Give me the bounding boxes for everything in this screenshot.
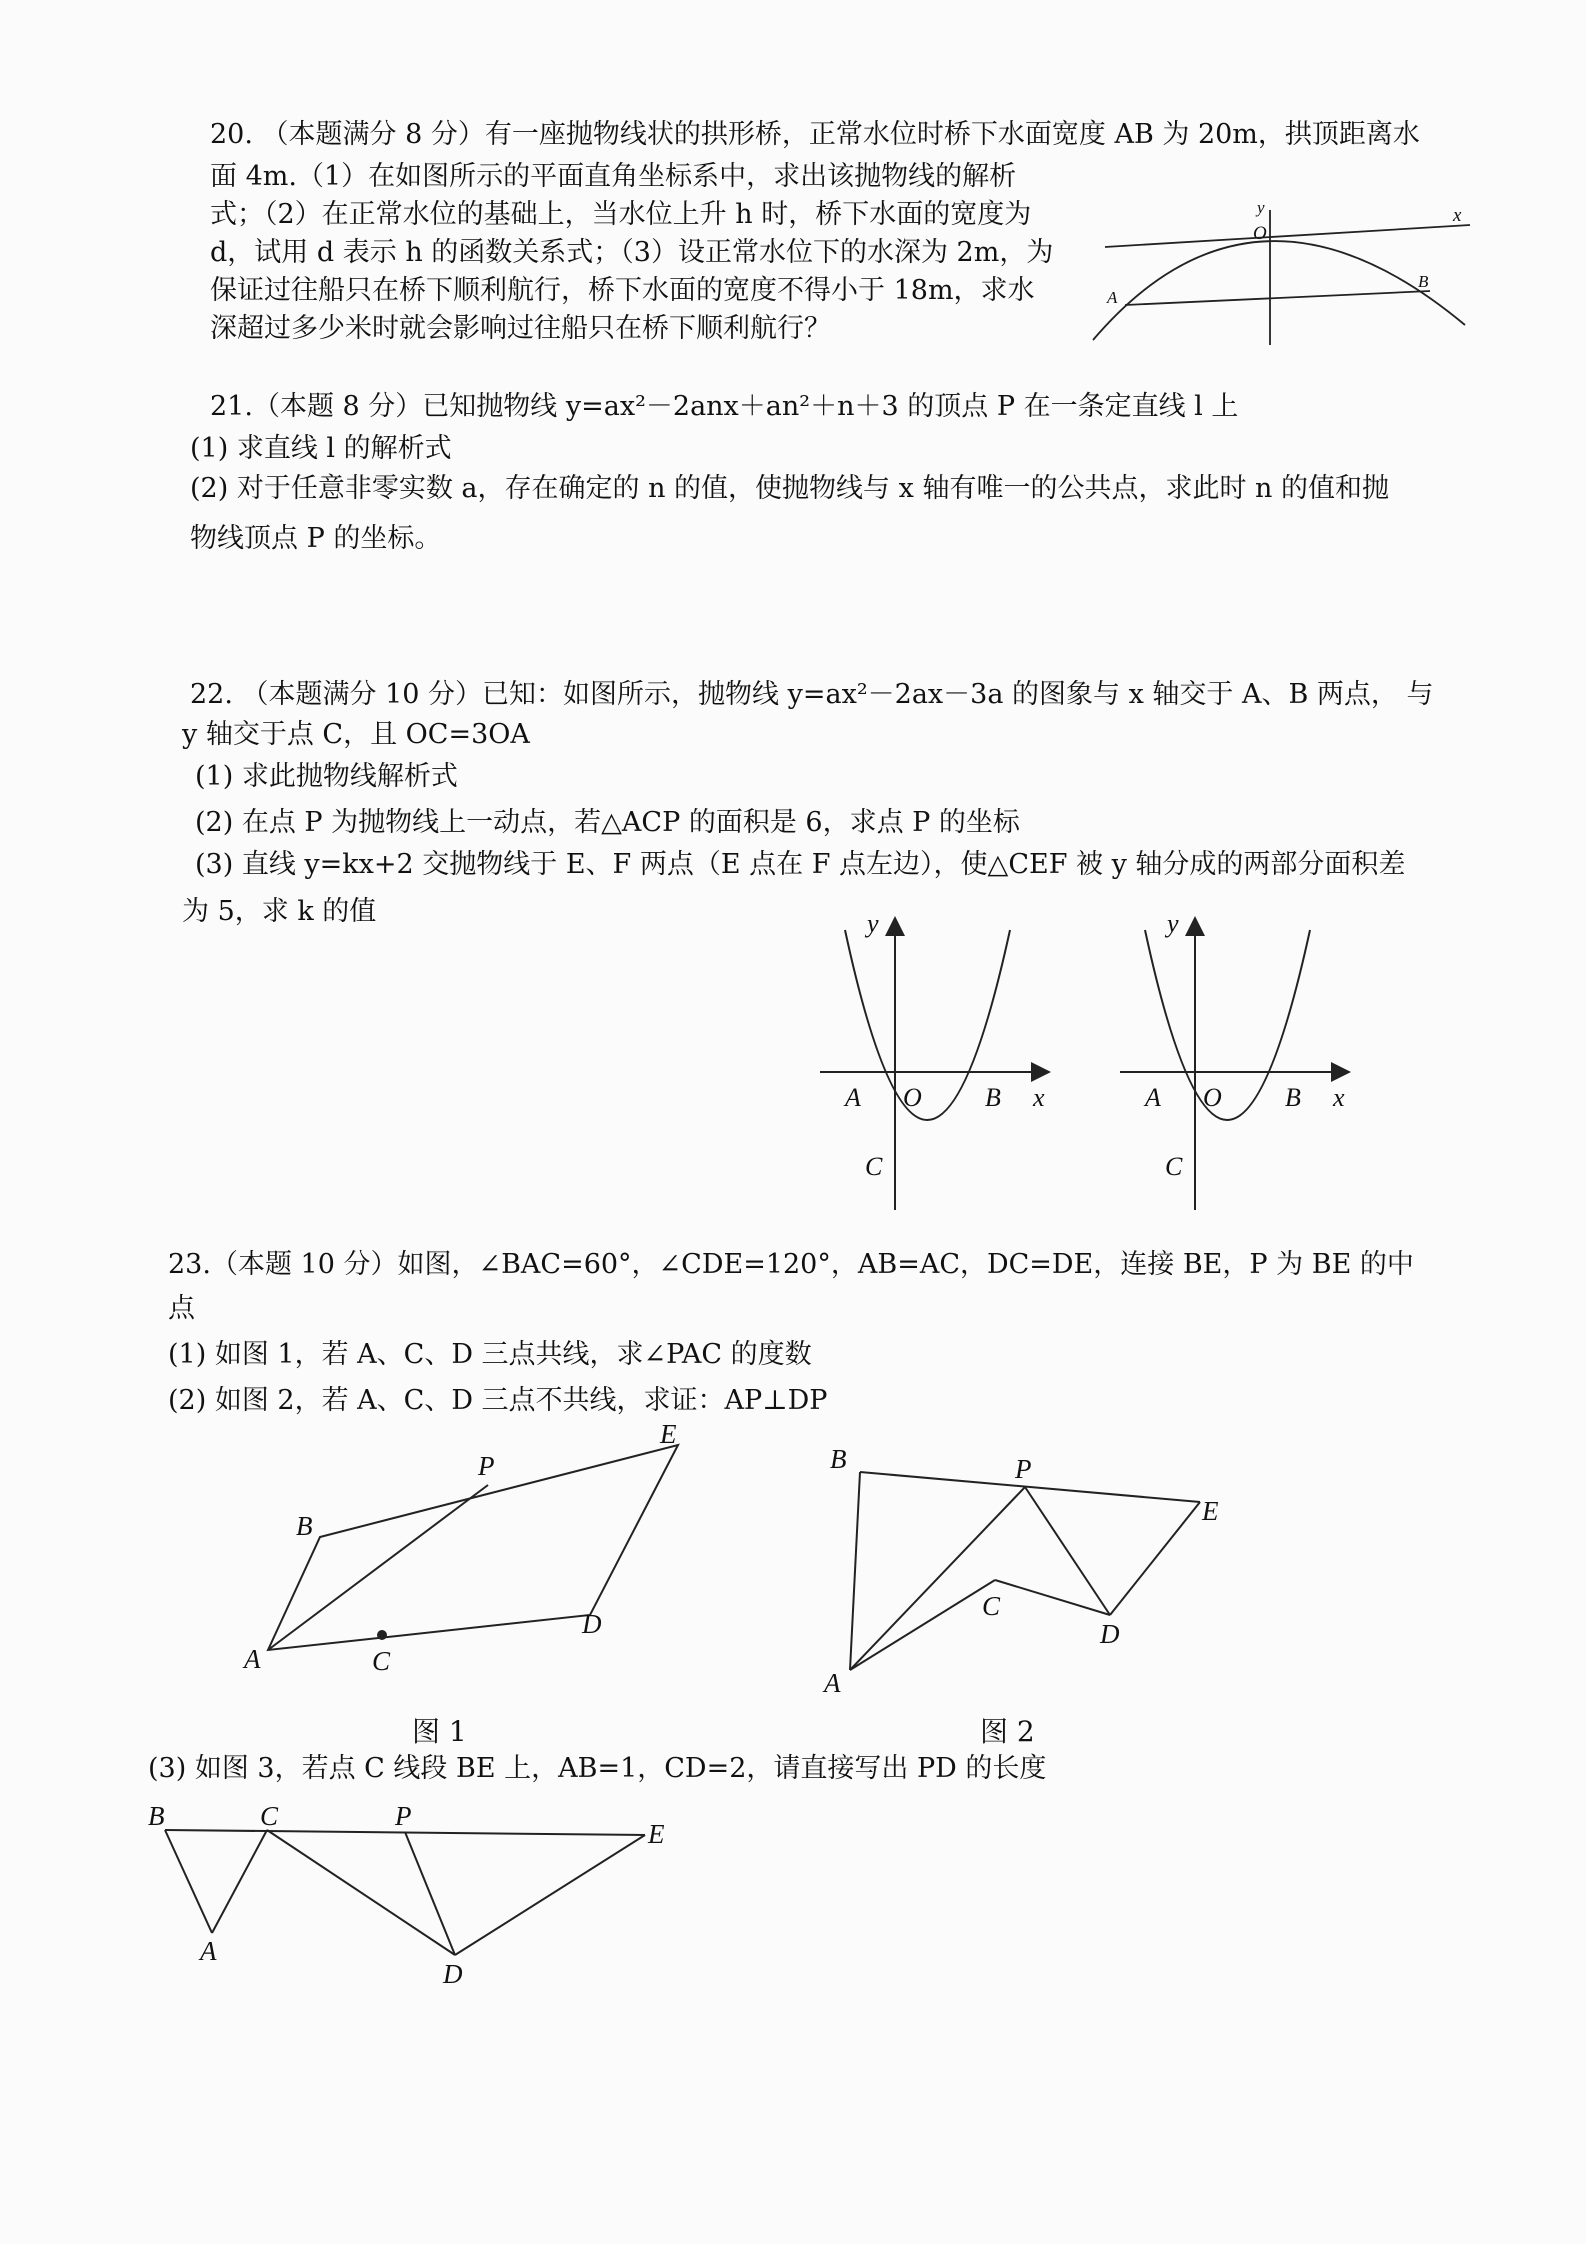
q20-label-y: y (1257, 198, 1265, 217)
q20-line-2: 面 4m.（1）在如图所示的平面直角坐标系中，求出该抛物线的解析 (210, 161, 1017, 192)
q20-label-o: O (1253, 223, 1267, 244)
q23-fig2-label-e: E (1202, 1496, 1219, 1526)
q23-figure-1-caption: 图 1 (412, 1715, 467, 1748)
q23-line-1: 23.（本题 10 分）如图，∠BAC=60°，∠CDE=120°，AB=AC，DC=DE，连接 BE，P 为 BE 的中 (168, 1249, 1414, 1280)
q22-right-label-y: y (1167, 909, 1179, 938)
q23-fig2-label-p: P (1015, 1454, 1032, 1484)
q22-line-5: (3) 直线 y=kx+2 交抛物线于 E、F 两点（E 点在 F 点左边），使△CEF 被 y 轴分成的两部分面积差 (195, 849, 1406, 880)
q20-line-4: d，试用 d 表示 h 的函数关系式；（3）设正常水位下的水深为 2m，为 (210, 237, 1054, 268)
q23-part-3: (3) 如图 3，若点 C 线段 BE 上，AB=1，CD=2，请直接写出 PD 的长度 (148, 1753, 1047, 1784)
q22-right-label-b: B (1285, 1083, 1301, 1112)
q22-line-2: y 轴交于点 C，且 OC=3OA (182, 719, 530, 750)
q20-label-a: A (1107, 288, 1118, 307)
q23-figure-2 (810, 1440, 1250, 1700)
q20-label-b: B (1418, 272, 1429, 291)
q21-line-4: 物线顶点 P 的坐标。 (190, 523, 442, 554)
q20-line-5: 保证过往船只在桥下顺利航行，桥下水面的宽度不得小于 18m，求水 (210, 275, 1035, 306)
q22-right-label-a: A (1145, 1083, 1161, 1112)
q23-line-4: (2) 如图 2，若 A、C、D 三点不共线，求证：AP⊥DP (168, 1385, 828, 1416)
q23-fig1-label-a: A (244, 1644, 261, 1674)
q23-fig3-label-p: P (395, 1801, 412, 1831)
q22-left-label-c: C (865, 1152, 883, 1181)
q20-line-1: 20. （本题满分 8 分）有一座抛物线状的拱形桥，正常水位时桥下水面宽度 AB 为 20m，拱顶距离水 (210, 119, 1420, 150)
q23-fig1-label-p: P (478, 1451, 495, 1481)
q22-left-label-y: y (867, 909, 879, 938)
q23-fig1-label-e: E (660, 1419, 677, 1449)
q22-parabola-figure-left (815, 910, 1075, 1230)
q21-line-3: (2) 对于任意非零实数 a，存在确定的 n 的值，使抛物线与 x 轴有唯一的公共点，求此时 n 的值和抛 (190, 473, 1390, 504)
q23-fig3-label-d: D (443, 1959, 463, 1989)
q23-fig1-label-d: D (582, 1609, 602, 1639)
q23-fig2-label-a: A (824, 1668, 841, 1698)
q22-line-6: 为 5，求 k 的值 (182, 896, 377, 927)
q20-line-6: 深超过多少米时就会影响过往船只在桥下顺利航行？ (210, 313, 831, 344)
q20-label-x: x (1453, 205, 1462, 226)
q22-parabola-figure-right (1115, 910, 1375, 1230)
q21-line-2: (1) 求直线 l 的解析式 (190, 433, 452, 464)
q23-fig2-label-d: D (1100, 1619, 1120, 1649)
q22-line-3: (1) 求此抛物线解析式 (195, 761, 458, 792)
q22-right-label-x: x (1333, 1083, 1345, 1112)
q20-bridge-figure (1085, 195, 1485, 355)
q20-line-3: 式；（2）在正常水位的基础上，当水位上升 h 时，桥下水面的宽度为 (210, 199, 1032, 230)
q23-fig3-label-a: A (200, 1936, 217, 1966)
q23-figure-2-caption: 图 2 (980, 1715, 1035, 1748)
q23-fig1-label-b: B (296, 1511, 313, 1541)
q22-left-label-b: B (985, 1083, 1001, 1112)
q23-figure-3 (140, 1795, 700, 1995)
q22-left-label-a: A (845, 1083, 861, 1112)
q23-fig3-label-e: E (648, 1819, 665, 1849)
q22-left-label-o: O (903, 1083, 922, 1112)
q22-right-label-o: O (1203, 1083, 1222, 1112)
q23-fig1-label-c: C (372, 1646, 391, 1676)
q23-line-3: (1) 如图 1，若 A、C、D 三点共线，求∠PAC 的度数 (168, 1339, 812, 1370)
q22-left-label-x: x (1033, 1083, 1045, 1112)
q21-line-1: 21.（本题 8 分）已知抛物线 y=ax²－2anx＋an²＋n＋3 的顶点 P 在一条定直线 l 上 (210, 391, 1239, 422)
q23-line-2: 点 (168, 1293, 195, 1324)
q23-figure-1 (240, 1419, 700, 1676)
q22-line-1: 22. （本题满分 10 分）已知：如图所示，抛物线 y=ax²－2ax－3a 的图象与 x 轴交于 A、B 两点， 与 (190, 679, 1434, 710)
q23-fig2-label-c: C (982, 1591, 1001, 1621)
q22-line-4: (2) 在点 P 为抛物线上一动点，若△ACP 的面积是 6，求点 P 的坐标 (195, 807, 1020, 838)
q23-fig3-label-c: C (260, 1801, 279, 1831)
q23-fig2-label-b: B (830, 1444, 847, 1474)
q23-fig3-label-b: B (148, 1801, 165, 1831)
q22-right-label-c: C (1165, 1152, 1183, 1181)
